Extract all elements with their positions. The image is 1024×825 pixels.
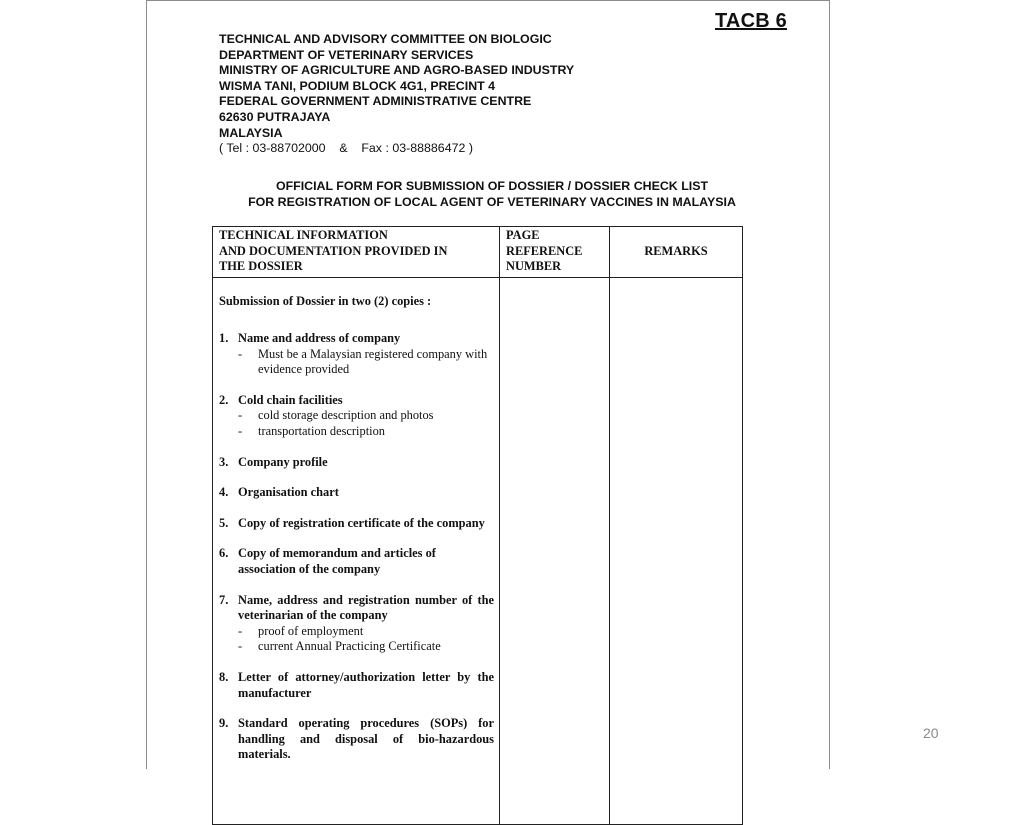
checklist-item — [219, 455, 494, 471]
header-page-reference: PAGE REFERENCE NUMBER — [500, 227, 610, 278]
item-sub-point — [238, 424, 494, 440]
item-body — [238, 393, 494, 440]
item-sub-point — [238, 408, 494, 424]
item-body — [238, 485, 494, 501]
item-body — [238, 593, 494, 655]
form-title-line-1: OFFICIAL FORM FOR SUBMISSION OF DOSSIER / DOSSIER CHECK LIST — [275, 179, 709, 193]
header-line: FEDERAL GOVERNMENT ADMINISTRATIVE CENTRE — [219, 94, 532, 109]
item-number: 1. — [219, 331, 229, 345]
item-title: Name and address of company — [238, 331, 401, 345]
item-title: Name, address and registration number of the veterinarian of the company — [238, 592, 494, 623]
organization-header — [219, 32, 574, 157]
slide-number: 20 — [923, 725, 939, 741]
contact-line: ( Tel : 03-88702000 & Fax : 03-88886472 ) — [219, 141, 473, 156]
item-title: Standard operating procedures (SOPs) for handling and disposal of bio-hazardous materials. — [238, 716, 494, 762]
item-number: 6. — [219, 546, 229, 561]
dossier-checklist-table — [212, 226, 743, 825]
checklist-items-cell — [213, 277, 500, 824]
table-row — [213, 277, 743, 824]
header-remarks: REMARKS — [610, 227, 743, 278]
item-number: 4. — [219, 485, 229, 500]
item-sub-point — [238, 347, 494, 378]
dash-bullet: - — [238, 639, 243, 654]
document-page — [146, 0, 830, 769]
sub-point-text: cold storage description and photos — [258, 408, 434, 423]
submission-note: Submission of Dossier in two (2) copies : — [219, 293, 432, 308]
item-body — [238, 516, 494, 532]
dash-bullet: - — [238, 623, 243, 638]
item-title: Copy of memorandum and articles of association of the company — [238, 546, 436, 576]
checklist-items — [219, 331, 494, 763]
sub-point-text: proof of employment — [258, 623, 364, 638]
dash-bullet: - — [238, 408, 243, 423]
checklist-item — [219, 716, 494, 763]
item-number: 8. — [219, 669, 229, 684]
sub-point-text: current Annual Practicing Certificate — [258, 639, 441, 654]
item-title: Cold chain facilities — [238, 392, 343, 407]
item-title: Letter of attorney/authorization letter by the manufacturer — [238, 669, 494, 700]
item-body — [238, 455, 494, 471]
checklist-item — [219, 393, 494, 440]
checklist-item — [219, 593, 494, 655]
item-number: 5. — [219, 515, 229, 530]
item-number: 2. — [219, 392, 229, 407]
item-title: Copy of registration certificate of the company — [238, 515, 485, 530]
item-number: 7. — [219, 592, 229, 607]
header-line: MINISTRY OF AGRICULTURE AND AGRO-BASED INDUSTRY — [219, 63, 575, 78]
header-line: DEPARTMENT OF VETERINARY SERVICES — [219, 47, 474, 62]
checklist-item — [219, 546, 494, 577]
form-title-line-2: FOR REGISTRATION OF LOCAL AGENT OF VETERINARY VACCINES IN MALAYSIA — [248, 194, 736, 209]
header-technical-information: TECHNICAL INFORMATION AND DOCUMENTATION PROVIDED IN THE DOSSIER — [213, 227, 500, 278]
item-title: Company profile — [238, 454, 328, 469]
item-body — [238, 670, 494, 701]
sub-point-text: Must be a Malaysian registered company with evidence provided — [258, 346, 488, 377]
item-number: 3. — [219, 454, 229, 469]
checklist-item — [219, 331, 494, 378]
item-body — [238, 331, 494, 378]
item-title: Organisation chart — [238, 485, 339, 500]
checklist-item — [219, 670, 494, 701]
form-code: TACB 6 — [715, 10, 787, 32]
remarks-cell[interactable] — [610, 277, 743, 824]
item-number: 9. — [219, 716, 229, 731]
dash-bullet: - — [238, 423, 243, 438]
header-line: TECHNICAL AND ADVISORY COMMITTEE ON BIOLOGIC — [219, 32, 552, 46]
checklist-item — [219, 516, 494, 532]
item-sub-point — [238, 639, 494, 655]
header-line: WISMA TANI, PODIUM BLOCK 4G1, PRECINT 4 — [219, 78, 496, 93]
sub-point-text: transportation description — [258, 423, 385, 438]
form-title — [207, 179, 777, 210]
item-body — [238, 716, 494, 763]
checklist-item — [219, 485, 494, 501]
dash-bullet: - — [238, 346, 243, 361]
page-reference-cell[interactable] — [500, 277, 610, 824]
table-header-row — [213, 227, 743, 278]
item-body — [238, 546, 494, 577]
header-line: MALAYSIA — [219, 125, 283, 140]
item-sub-point — [238, 624, 494, 640]
header-line: 62630 PUTRAJAYA — [219, 109, 331, 124]
